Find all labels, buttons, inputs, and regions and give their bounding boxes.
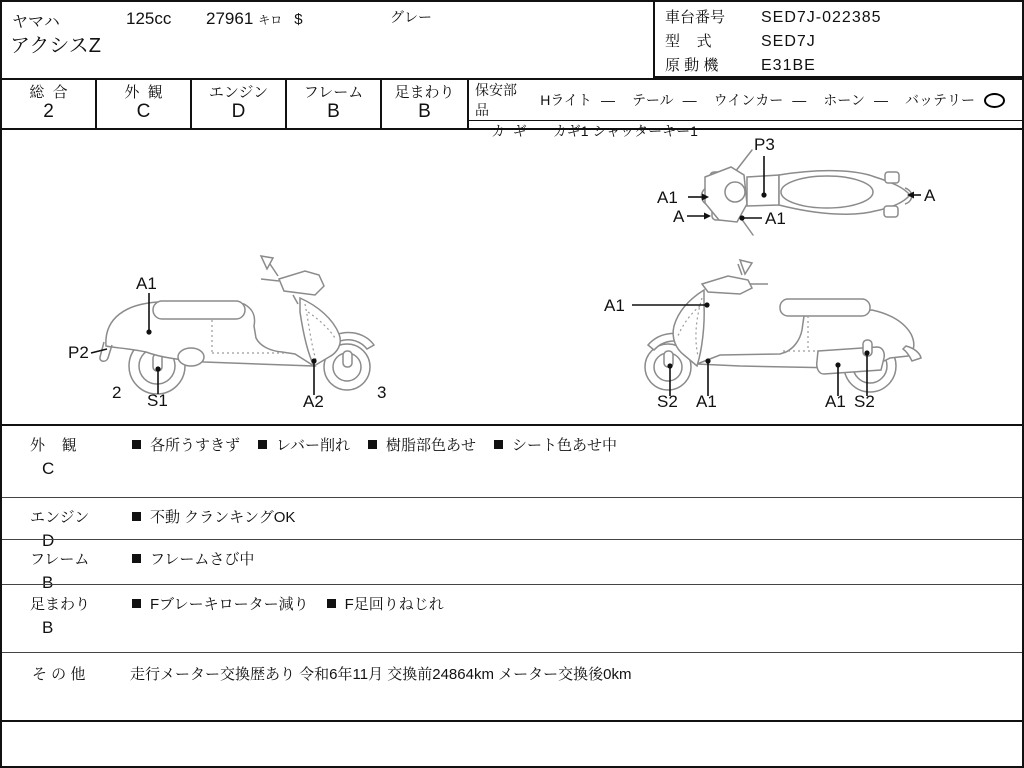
grade-cell-exterior <box>97 80 192 128</box>
body-color: グレー <box>390 9 432 25</box>
model-code-label: 型 式 <box>665 33 712 50</box>
section-label: フレーム <box>30 551 90 568</box>
safety-item-value: — <box>792 92 807 108</box>
scooter-top-view-outline <box>702 150 912 235</box>
safety-item-label: ホーン <box>823 92 865 108</box>
bullet-square-icon <box>132 440 141 449</box>
grade-cell-engine <box>192 80 287 128</box>
damage-label-a1-mid: A1 <box>696 392 717 411</box>
bullet-square-icon <box>132 554 141 563</box>
defect-item: シート色あせ中 <box>494 434 617 455</box>
section-frame <box>2 539 1022 592</box>
safety-parts-title: 保安部品 <box>475 82 517 118</box>
defect-item: 樹脂部色あせ <box>368 434 476 455</box>
scooter-right-side-outline <box>645 260 921 392</box>
safety-item-value: — <box>874 92 888 108</box>
scooter-top-view-diagram <box>647 132 967 244</box>
safety-item-label: ウインカー <box>713 92 784 108</box>
section-label: 外 観 <box>30 437 77 454</box>
defect-item: 不動 クランキングOK <box>132 506 295 527</box>
grade-value: 2 <box>43 100 54 122</box>
defect-item: フレームさび中 <box>132 548 254 569</box>
damage-label-s2-rear: S2 <box>854 392 875 411</box>
section-label: エンジン <box>30 509 90 526</box>
damage-label-a1-front: A1 <box>604 296 625 315</box>
safety-parts-box <box>469 80 1022 139</box>
bullet-square-icon <box>132 599 141 608</box>
safety-item-value: — <box>600 92 615 108</box>
bullet-square-icon <box>327 599 336 608</box>
damage-label-a-left: A <box>673 207 685 226</box>
section-undercarriage <box>2 584 1022 652</box>
tire-depth-front: 3 <box>377 383 387 402</box>
grade-label: 総 合 <box>29 84 68 102</box>
section-items <box>132 434 635 455</box>
mileage <box>206 9 303 29</box>
grade-value: B <box>418 100 431 122</box>
section-items <box>130 663 649 684</box>
section-grade: D <box>42 531 55 550</box>
safety-item-tail <box>632 90 697 110</box>
mileage-value: 27961 <box>206 9 254 28</box>
displacement: 125cc <box>126 9 172 28</box>
section-other <box>2 652 1022 720</box>
safety-item-winker <box>714 90 807 110</box>
battery-ok-circle-icon <box>984 93 1005 108</box>
defect-item: 走行メーター交換歴あり 令和6年11月 交換前24864km メーター交換後0km <box>130 666 632 683</box>
key-label: カ ギ <box>491 123 527 139</box>
damage-label-a1-mid: A1 <box>765 209 786 228</box>
defect-item: Fブレーキローター減り <box>132 593 309 614</box>
tire-depth-rear: 2 <box>112 383 122 402</box>
safety-item-value: — <box>682 92 697 108</box>
section-grade: B <box>42 573 54 592</box>
chassis-number-row <box>665 6 1024 30</box>
key-value: カギ1 シャッターキー1 <box>552 123 698 139</box>
damage-label-a1-left: A1 <box>657 188 678 207</box>
grade-label: フレーム <box>303 84 364 102</box>
chassis-number-label: 車台番号 <box>665 9 726 26</box>
grade-value: B <box>327 100 340 122</box>
defect-item: F足回りねじれ <box>327 593 444 614</box>
section-grade: C <box>42 459 55 478</box>
chassis-number-value: SED7J-022385 <box>761 9 882 26</box>
section-items <box>132 506 313 527</box>
maker-name: ヤマハ <box>12 14 60 31</box>
section-exterior <box>2 424 1022 497</box>
damage-label-s2-front: S2 <box>657 392 678 411</box>
grade-label: エンジン <box>208 84 269 102</box>
damage-label-a2: A2 <box>303 392 324 411</box>
grade-cell-undercarriage <box>382 80 469 128</box>
model-code-value: SED7J <box>761 33 816 50</box>
safety-item-horn <box>823 90 888 110</box>
grade-cell-overall <box>2 80 97 128</box>
engine-code-row <box>665 54 1024 78</box>
grade-strip <box>2 78 1022 139</box>
safety-item-label: バッテリー <box>905 92 975 108</box>
grade-label: 足まわり <box>394 84 455 102</box>
damage-label-p2: P2 <box>68 343 89 362</box>
safety-item-headlight <box>540 90 615 110</box>
section-items <box>132 548 272 569</box>
engine-code-label: 原 動 機 <box>665 57 719 74</box>
damage-label-p3: P3 <box>754 135 775 154</box>
section-label: 足まわり <box>30 596 91 613</box>
grade-value: C <box>136 100 151 122</box>
bullet-square-icon <box>368 440 377 449</box>
section-items <box>132 593 462 614</box>
grade-cell-frame <box>287 80 382 128</box>
damage-label-a1-rear: A1 <box>825 392 846 411</box>
safety-parts-row <box>469 80 1022 121</box>
model-name: アクシスZ <box>10 35 102 57</box>
safety-item-label: Hライト <box>540 92 592 108</box>
safety-item-label: テール <box>631 92 674 108</box>
grade-value: D <box>231 100 246 122</box>
damage-label-a1: A1 <box>136 274 157 293</box>
bullet-square-icon <box>132 512 141 521</box>
engine-code-value: E31BE <box>761 57 816 74</box>
scooter-left-side-diagram <box>62 254 412 414</box>
grade-label: 外 観 <box>124 84 163 102</box>
section-grade: B <box>42 618 54 637</box>
section-engine <box>2 497 1022 550</box>
safety-item-battery <box>905 90 1005 110</box>
damage-label-s1: S1 <box>147 391 168 410</box>
model-code-row <box>665 30 1024 54</box>
bullet-square-icon <box>494 440 503 449</box>
bullet-square-icon <box>258 440 267 449</box>
meter-changed-mark: $ <box>294 11 303 28</box>
scooter-right-side-diagram <box>590 254 945 414</box>
section-label: そ の 他 <box>32 666 86 683</box>
empty-footer-row <box>2 720 1022 766</box>
defect-item: 各所うすきず <box>132 434 240 455</box>
damage-label-a-right: A <box>924 186 936 205</box>
defect-item: レバー削れ <box>258 434 350 455</box>
vehicle-id-box <box>653 2 1024 78</box>
mileage-unit: キロ <box>258 13 283 27</box>
